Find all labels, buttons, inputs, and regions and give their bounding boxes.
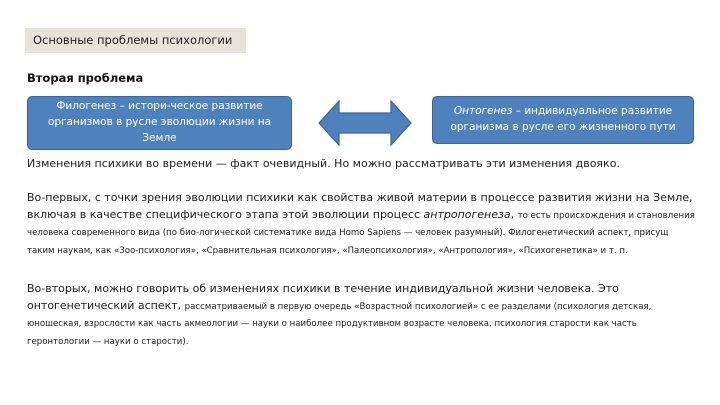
ontogenesis-box xyxy=(432,96,694,144)
ontogenesis-definition: – индивидуальное развитие организма в русле его жизненного пути xyxy=(450,105,676,133)
first-aspect-paragraph xyxy=(27,189,697,258)
second-aspect-details: рассматриваемый в первую очередь «Возрастной психологией» с ее разделами (психология детская, юношеская, взрослости как часть акмеологии — науки о наиболее продуктивном возрасте человека, психология старости как часть геронтологии — науки о старости). xyxy=(27,302,652,347)
second-aspect-paragraph xyxy=(27,280,697,349)
anthropogenesis-term: антропогенеза xyxy=(423,208,511,222)
first-aspect-comma: , xyxy=(510,208,518,222)
ontogenesis-term: Онтогенез xyxy=(453,105,513,118)
ontogenesis-text xyxy=(439,104,687,136)
section-subtitle: Вторая проблема xyxy=(27,71,144,85)
double-arrow-icon xyxy=(318,100,412,146)
first-aspect-details: то есть происхождения и становления человека современного вида (по био-логической систематике вида Homo Sapiens — человек разумный). Филогенетический аспект, присущ таким наукам, как «Зоо-психология», «Сравнительная психология», «Палеопсихология», «Антропология», «Психогенетика» и т. п. xyxy=(27,211,695,256)
phylogenesis-text: Филогенез – истори-ческое развитие организмов в русле эволюции жизни на Земле xyxy=(47,100,272,144)
second-aspect-main: Во-вторых, можно говорить об изменениях психики в течение индивидуальной жизни человека. Это онтогенетический аспект, xyxy=(27,282,619,313)
intro-paragraph: Изменения психики во времени — факт очевидный. Но можно рассматривать эти изменения двояко. xyxy=(27,157,620,170)
slide-title: Основные проблемы психологии xyxy=(25,28,246,53)
phylogenesis-box xyxy=(27,96,292,150)
first-aspect-main: Во-первых, с точки зрения эволюции психики как свойства живой материи в процессе развития жизни на Земле, включая в качестве специфического этапа этой эволюции процесс xyxy=(27,191,693,222)
